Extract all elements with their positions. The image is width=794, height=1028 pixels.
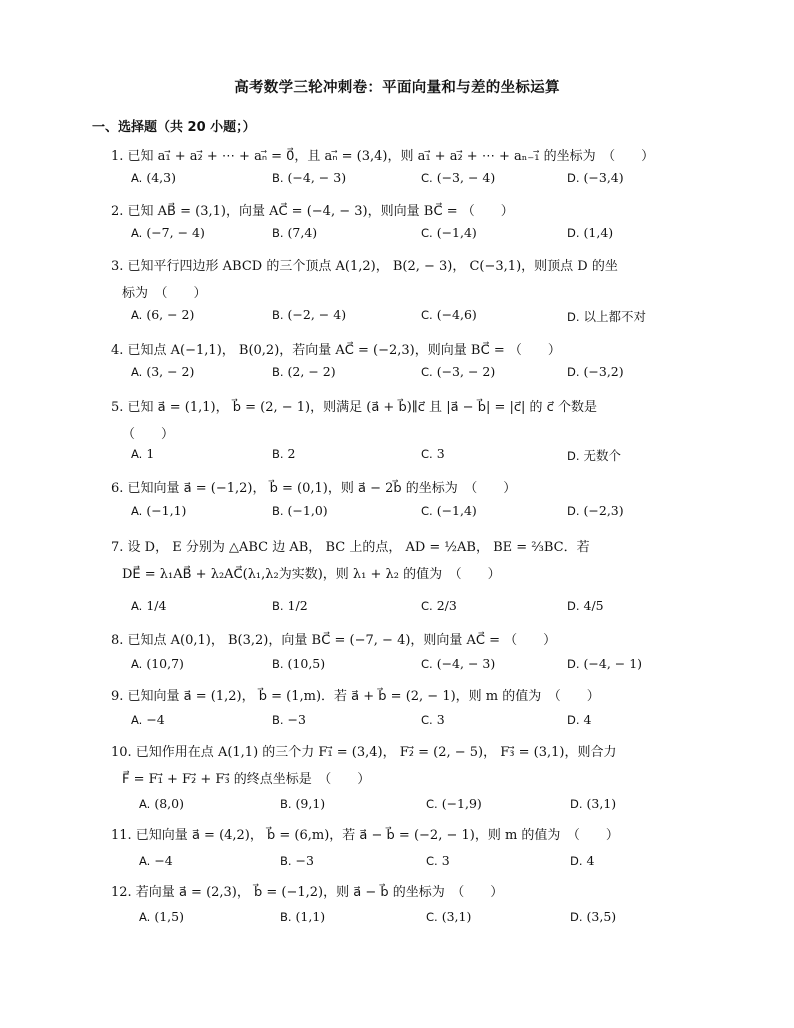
option-value: −3 <box>295 853 314 868</box>
option-letter: D. <box>567 449 580 463</box>
option-letter: C. <box>421 447 433 461</box>
option-row <box>0 909 794 929</box>
option-a[interactable] <box>139 853 173 868</box>
option-d[interactable] <box>567 503 624 518</box>
option-value: 2/3 <box>436 598 457 613</box>
option-letter: A. <box>131 504 143 518</box>
option-row <box>0 598 794 618</box>
option-letter: A. <box>139 910 151 924</box>
option-value: (1,4) <box>583 225 614 240</box>
option-value: (−1,0) <box>287 503 328 518</box>
question-stem <box>111 143 708 170</box>
question-text: 8. 已知点 A(0,1)， B(3,2)，向量 BC⃗ = (−7, − 4)，则向量 AC⃗ = （ ） <box>111 633 557 648</box>
option-b[interactable] <box>272 170 346 185</box>
option-a[interactable] <box>131 712 165 727</box>
option-b[interactable] <box>280 853 314 868</box>
option-c[interactable] <box>421 307 477 322</box>
option-letter: C. <box>421 226 433 240</box>
option-value: (3,1) <box>441 909 472 924</box>
question-stem <box>111 822 708 849</box>
option-value: 3 <box>436 446 445 461</box>
question-text: 6. 已知向量 a⃗ = (−1,2)， b⃗ = (0,1)，则 a⃗ − 2b⃗ 的坐标为 （ ） <box>111 481 517 496</box>
option-value: (−2,3) <box>583 503 624 518</box>
option-value: (−4, − 3) <box>436 656 496 671</box>
option-value: (2, − 2) <box>287 364 336 379</box>
option-letter: C. <box>426 797 438 811</box>
question-stem <box>111 683 708 710</box>
option-row <box>0 225 794 245</box>
option-letter: D. <box>567 171 580 185</box>
option-value: −4 <box>146 712 165 727</box>
option-row <box>0 853 794 873</box>
option-value: (−4, − 1) <box>583 656 643 671</box>
option-row <box>0 656 794 676</box>
option-b[interactable] <box>272 225 317 240</box>
option-value: (3,1) <box>586 796 617 811</box>
option-value: 2 <box>287 446 296 461</box>
option-a[interactable] <box>131 307 194 322</box>
option-value: (−2, − 4) <box>287 307 347 322</box>
option-a[interactable] <box>139 909 184 924</box>
option-letter: D. <box>567 599 580 613</box>
option-letter: B. <box>272 171 284 185</box>
question-stem <box>111 627 708 654</box>
option-letter: A. <box>131 365 143 379</box>
option-value: (8,0) <box>154 796 184 811</box>
option-value: 以上都不对 <box>583 309 647 324</box>
question-text: 7. 设 D， E 分别为 △ABC 边 AB， BC 上的点， AD = ½AB， BE = ⅔BC．若 <box>111 540 590 555</box>
option-row <box>0 364 794 384</box>
question-text-continued: （ ） <box>122 427 175 442</box>
option-value: (−3, − 2) <box>436 364 496 379</box>
option-value: 4 <box>586 853 595 868</box>
question-text: 11. 已知向量 a⃗ = (4,2)， b⃗ = (6,m)，若 a⃗ − b⃗ = (−2, − 1)，则 m 的值为 （ ） <box>111 828 619 843</box>
option-letter: B. <box>272 504 284 518</box>
option-a[interactable] <box>131 503 186 518</box>
option-value: 4 <box>583 712 592 727</box>
question-stem <box>111 253 708 307</box>
question-stem <box>111 394 708 448</box>
option-c[interactable] <box>421 446 445 461</box>
option-letter: A. <box>139 854 151 868</box>
option-row <box>0 446 794 466</box>
question-text: 3. 已知平行四边形 ABCD 的三个顶点 A(1,2)， B(2, − 3)， C(−3,1)，则顶点 D 的坐 <box>111 259 618 274</box>
option-letter: C. <box>426 910 438 924</box>
option-value: (−3,2) <box>583 364 624 379</box>
option-value: 3 <box>436 712 445 727</box>
option-letter: B. <box>272 713 284 727</box>
option-a[interactable] <box>131 170 176 185</box>
question-text: 1. 已知 a₁⃗ + a₂⃗ + ⋯ + aₙ⃗ = 0⃗，且 aₙ⃗ = (3,4)，则 a₁⃗ + a₂⃗ + ⋯ + aₙ₋₁⃗ 的坐标为 （ ） <box>111 149 655 164</box>
option-letter: D. <box>567 504 580 518</box>
option-c[interactable] <box>421 170 495 185</box>
option-c[interactable] <box>426 796 482 811</box>
option-value: (−1,4) <box>436 225 477 240</box>
option-value: (−7, − 4) <box>146 225 205 240</box>
section-heading: 一、选择题（共 20 小题；） <box>92 120 256 135</box>
option-letter: A. <box>131 171 143 185</box>
option-a[interactable] <box>131 446 154 461</box>
option-d[interactable] <box>570 909 616 924</box>
option-value: (−1,1) <box>146 503 187 518</box>
option-value: (−3,4) <box>583 170 624 185</box>
option-letter: B. <box>272 447 284 461</box>
option-a[interactable] <box>139 796 184 811</box>
option-value: (1,5) <box>154 909 184 924</box>
option-a[interactable] <box>131 364 194 379</box>
option-value: (−1,4) <box>436 503 477 518</box>
option-letter: A. <box>131 599 143 613</box>
option-row <box>0 712 794 732</box>
option-d[interactable] <box>567 446 621 464</box>
option-b[interactable] <box>272 598 308 613</box>
option-value: (−4,6) <box>436 307 477 322</box>
option-a[interactable] <box>131 598 166 613</box>
option-d[interactable] <box>567 170 624 185</box>
option-d[interactable] <box>567 656 642 671</box>
option-a[interactable] <box>131 656 184 671</box>
option-value: −4 <box>154 853 173 868</box>
option-letter: C. <box>421 365 433 379</box>
question-stem <box>111 534 708 588</box>
option-letter: D. <box>567 226 580 240</box>
option-d[interactable] <box>567 225 613 240</box>
option-value: 1 <box>146 446 155 461</box>
option-letter: B. <box>272 226 284 240</box>
option-c[interactable] <box>426 853 450 868</box>
option-c[interactable] <box>421 364 495 379</box>
option-value: (9,1) <box>295 796 326 811</box>
option-letter: B. <box>280 910 292 924</box>
option-value: (−3, − 4) <box>436 170 496 185</box>
option-c[interactable] <box>421 712 445 727</box>
option-row <box>0 503 794 523</box>
option-letter: D. <box>570 797 583 811</box>
question-stem <box>111 198 708 225</box>
option-value: 3 <box>441 853 450 868</box>
option-b[interactable] <box>272 307 346 322</box>
option-value: (3,5) <box>586 909 617 924</box>
option-value: (7,4) <box>287 225 318 240</box>
option-value: (10,5) <box>287 656 326 671</box>
option-letter: D. <box>570 910 583 924</box>
option-b[interactable] <box>272 503 328 518</box>
option-letter: C. <box>426 854 438 868</box>
option-letter: B. <box>272 365 284 379</box>
option-b[interactable] <box>280 909 325 924</box>
option-letter: A. <box>131 308 143 322</box>
option-letter: C. <box>421 599 433 613</box>
question-stem <box>111 337 708 364</box>
option-d[interactable] <box>570 796 616 811</box>
question-stem <box>111 475 708 502</box>
option-letter: B. <box>272 657 284 671</box>
question-text: 10. 已知作用在点 A(1,1) 的三个力 F₁⃗ = (3,4)， F₂⃗ = (2, − 5)， F₃⃗ = (3,1)，则合力 <box>111 745 617 760</box>
option-letter: A. <box>131 226 143 240</box>
option-letter: B. <box>280 797 292 811</box>
option-c[interactable] <box>421 656 495 671</box>
paper-title: 高考数学三轮冲刺卷：平面向量和与差的坐标运算 <box>234 80 560 96</box>
question-text: 4. 已知点 A(−1,1)， B(0,2)，若向量 AC⃗ = (−2,3)，则向量 BC⃗ = （ ） <box>111 343 561 358</box>
option-row <box>0 307 794 327</box>
option-d[interactable] <box>567 712 591 727</box>
option-letter: D. <box>567 365 580 379</box>
option-value: 无数个 <box>583 448 622 463</box>
option-letter: C. <box>421 171 433 185</box>
option-a[interactable] <box>131 225 205 240</box>
question-stem <box>111 739 708 793</box>
option-d[interactable] <box>567 598 604 613</box>
question-text: 9. 已知向量 a⃗ = (1,2)， b⃗ = (1,m)．若 a⃗ + b⃗ = (2, − 1)，则 m 的值为 （ ） <box>111 689 600 704</box>
option-letter: B. <box>272 308 284 322</box>
option-value: (6, − 2) <box>146 307 195 322</box>
option-d[interactable] <box>567 364 624 379</box>
option-value: 1/4 <box>146 598 167 613</box>
question-stem <box>111 879 708 906</box>
question-text: 5. 已知 a⃗ = (1,1)， b⃗ = (2, − 1)，则满足 (a⃗ + b⃗)∥c⃗ 且 |a⃗ − b⃗| = |c⃗| 的 c⃗ 个数是 <box>111 400 597 415</box>
option-letter: B. <box>280 854 292 868</box>
option-letter: C. <box>421 504 433 518</box>
option-d[interactable] <box>570 853 594 868</box>
option-b[interactable] <box>272 364 336 379</box>
option-c[interactable] <box>421 225 477 240</box>
option-letter: D. <box>567 310 580 324</box>
option-value: (1,1) <box>295 909 326 924</box>
option-letter: D. <box>567 657 580 671</box>
option-value: 4/5 <box>583 598 604 613</box>
option-letter: D. <box>570 854 583 868</box>
option-value: (−1,9) <box>441 796 482 811</box>
option-value: (4,3) <box>146 170 176 185</box>
option-value: (−4, − 3) <box>287 170 347 185</box>
option-value: (3, − 2) <box>146 364 195 379</box>
option-row <box>0 796 794 816</box>
option-c[interactable] <box>426 909 471 924</box>
option-letter: A. <box>139 797 151 811</box>
option-value: (10,7) <box>146 656 184 671</box>
option-c[interactable] <box>421 598 457 613</box>
option-letter: A. <box>131 713 143 727</box>
option-letter: C. <box>421 657 433 671</box>
option-row <box>0 170 794 190</box>
option-d[interactable] <box>567 307 646 325</box>
option-value: −3 <box>287 712 306 727</box>
question-text-continued: DE⃗ = λ₁AB⃗ + λ₂AC⃗(λ₁,λ₂为实数)，则 λ₁ + λ₂ 的值为 （ ） <box>122 567 501 582</box>
option-letter: D. <box>567 713 580 727</box>
question-text: 12. 若向量 a⃗ = (2,3)， b⃗ = (−1,2)，则 a⃗ − b⃗ 的坐标为 （ ） <box>111 885 504 900</box>
option-b[interactable] <box>272 446 296 461</box>
question-text-continued: 标为 （ ） <box>122 286 207 301</box>
question-text-continued: F⃗ = F₁⃗ + F₂⃗ + F₃⃗ 的终点坐标是 （ ） <box>122 772 371 787</box>
option-letter: C. <box>421 308 433 322</box>
option-b[interactable] <box>272 656 325 671</box>
option-letter: A. <box>131 447 143 461</box>
option-value: 1/2 <box>287 598 308 613</box>
option-letter: C. <box>421 713 433 727</box>
option-c[interactable] <box>421 503 477 518</box>
question-text: 2. 已知 AB⃗ = (3,1)，向量 AC⃗ = (−4, − 3)，则向量 BC⃗ = （ ） <box>111 204 514 219</box>
option-letter: B. <box>272 599 284 613</box>
option-b[interactable] <box>280 796 325 811</box>
option-letter: A. <box>131 657 143 671</box>
option-b[interactable] <box>272 712 306 727</box>
